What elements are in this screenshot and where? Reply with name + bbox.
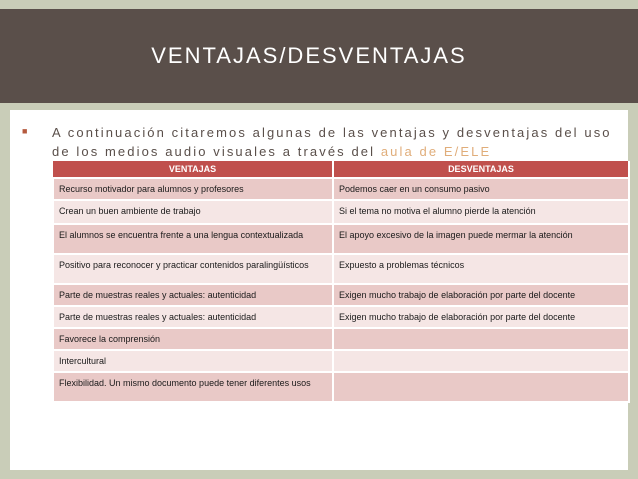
- slide-title: VENTAJAS/DESVENTAJAS: [151, 43, 467, 68]
- ventaja-cell: Crean un buen ambiente de trabajo: [53, 200, 333, 224]
- table-row: [53, 328, 629, 350]
- bullet-text-body: A continuación citaremos algunas de las ventajas y desventajas del uso de los medios audio visuales a través del: [52, 125, 612, 159]
- content-area: [10, 110, 628, 470]
- ventaja-cell: Positivo para reconocer y practicar contenidos paralingüísticos: [53, 254, 333, 284]
- table-header-row: [53, 161, 629, 178]
- desventaja-cell: [333, 328, 629, 350]
- desventaja-cell: [333, 372, 629, 402]
- table-row: [53, 224, 629, 254]
- desventaja-cell: Exigen mucho trabajo de elaboración por parte del docente: [333, 306, 629, 328]
- table-row: [53, 200, 629, 224]
- ventaja-cell: Flexibilidad. Un mismo documento puede tener diferentes usos: [53, 372, 333, 402]
- desventaja-cell: Si el tema no motiva el alumno pierde la atención: [333, 200, 629, 224]
- desventaja-cell: [333, 350, 629, 372]
- table-row: [53, 372, 629, 402]
- desventaja-cell: Podemos caer en un consumo pasivo: [333, 178, 629, 200]
- table-row: [53, 178, 629, 200]
- desventaja-cell: Exigen mucho trabajo de elaboración por parte del docente: [333, 284, 629, 306]
- bullet-text: [52, 123, 622, 161]
- table-row: [53, 306, 629, 328]
- title-bar: [0, 9, 638, 103]
- comparison-table: [52, 161, 630, 403]
- desventaja-cell: El apoyo excesivo de la imagen puede mermar la atención: [333, 224, 629, 254]
- square-bullet-icon: ■: [22, 126, 30, 136]
- header-desventajas: DESVENTAJAS: [333, 161, 629, 178]
- ventaja-cell: Parte de muestras reales y actuales: autenticidad: [53, 306, 333, 328]
- table-row: [53, 350, 629, 372]
- table-row: [53, 254, 629, 284]
- ventaja-cell: El alumnos se encuentra frente a una lengua contextualizada: [53, 224, 333, 254]
- ventaja-cell: Favorece la comprensión: [53, 328, 333, 350]
- desventaja-cell: Expuesto a problemas técnicos: [333, 254, 629, 284]
- table-row: [53, 284, 629, 306]
- bullet-link[interactable]: aula de E/ELE: [380, 144, 492, 159]
- ventaja-cell: Recurso motivador para alumnos y profesores: [53, 178, 333, 200]
- ventaja-cell: Parte de muestras reales y actuales: autenticidad: [53, 284, 333, 306]
- ventaja-cell: Intercultural: [53, 350, 333, 372]
- bullet-paragraph: [22, 123, 622, 161]
- header-ventajas: VENTAJAS: [53, 161, 333, 178]
